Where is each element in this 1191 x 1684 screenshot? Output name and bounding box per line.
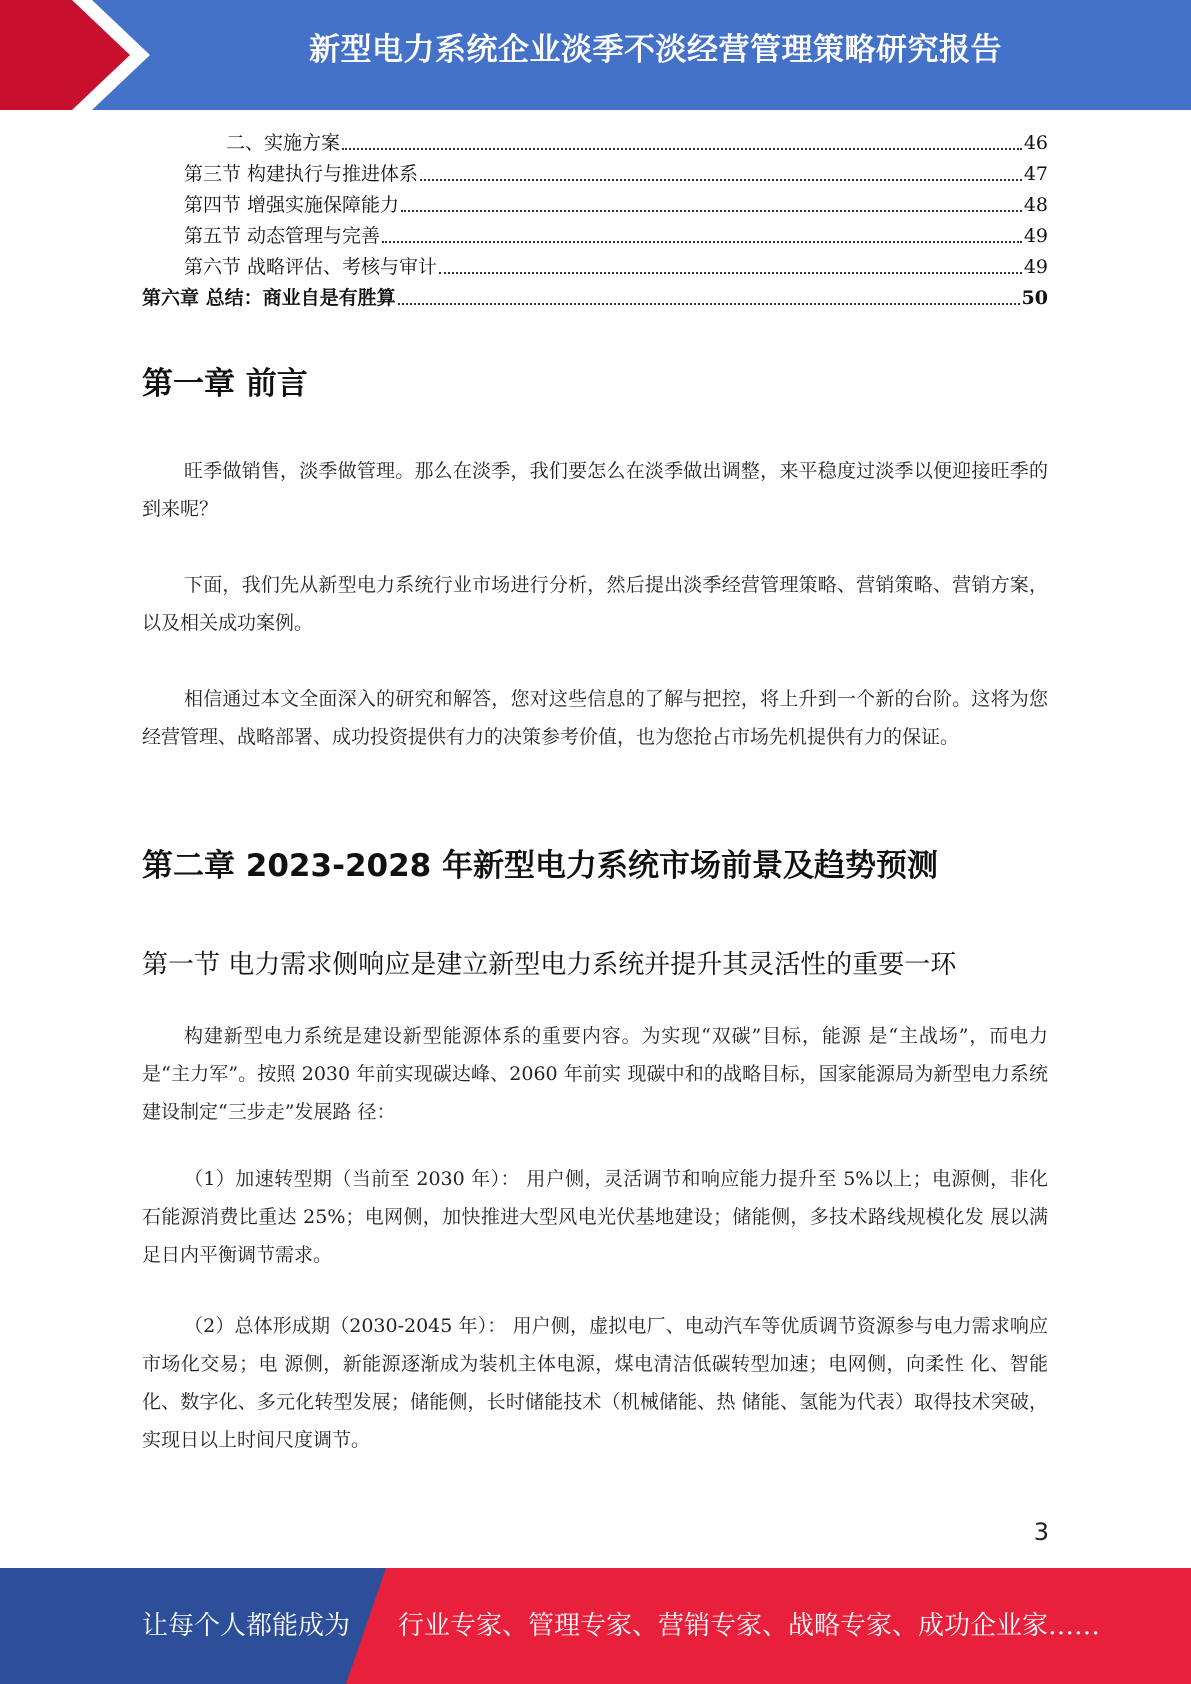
toc-entry-label: 二、实施方案: [226, 132, 341, 154]
section-heading: 第一节 电力需求侧响应是建立新型电力系统并提升其灵活性的重要一环: [142, 950, 957, 980]
body-paragraph: 下面，我们先从新型电力系统行业市场进行分析，然后提出淡季经营管理策略、营销策略、营销方案，以及相关成功案例。: [142, 574, 1048, 634]
body-paragraph: （1）加速转型期（当前至 2030 年）： 用户侧，灵活调节和响应能力提升至 5%以上；电源侧，非化石能源消费比重达 25%；电网侧，加快推进大型风电光伏基地建设；储能侧，多技术路线规模化发 展以满足日内平衡调节需求。: [142, 1168, 1048, 1266]
table-of-contents: [142, 128, 1048, 314]
toc-entry[interactable]: [142, 283, 1048, 314]
toc-entry-page: 48: [1023, 194, 1048, 216]
page-number: 3: [1033, 1518, 1049, 1546]
toc-entry-label: 第六节 战略评估、考核与审计: [184, 256, 438, 278]
toc-entry-label: 第三节 构建执行与推进体系: [184, 163, 419, 185]
toc-leader-dots: [342, 148, 1022, 150]
page-header: [0, 0, 1191, 110]
toc-leader-dots: [439, 272, 1022, 274]
toc-entry-page: 46: [1023, 132, 1048, 154]
chapter-heading: 第二章 2023-2028 年新型电力系统市场前景及趋势预测: [142, 848, 939, 884]
toc-entry-label: 第四节 增强实施保障能力: [184, 194, 400, 216]
toc-entry[interactable]: [142, 252, 1048, 283]
toc-entry-page: 50: [1021, 287, 1048, 309]
footer-slogan-left: 让每个人都能成为: [142, 1611, 351, 1641]
toc-entry-page: 47: [1023, 163, 1048, 185]
toc-entry[interactable]: [142, 159, 1048, 190]
toc-entry-label: 第五节 动态管理与完善: [184, 225, 381, 247]
body-paragraph: 相信通过本文全面深入的研究和解答，您对这些信息的了解与把控，将上升到一个新的台阶。这将为您经营管理、战略部署、成功投资提供有力的决策参考价值，也为您抢占市场先机提供有力的保证。: [142, 688, 1048, 748]
toc-leader-dots: [382, 241, 1022, 243]
page-footer: [0, 1568, 1191, 1684]
toc-entry-label: 第六章 总结：商业自是有胜算: [142, 287, 396, 309]
body-paragraph: 旺季做销售，淡季做管理。那么在淡季，我们要怎么在淡季做出调整，来平稳度过淡季以便迎接旺季的到来呢？: [142, 460, 1048, 520]
toc-entry[interactable]: [142, 128, 1048, 159]
chapter-heading: 第一章 前言: [142, 366, 308, 402]
body-paragraph: 构建新型电力系统是建设新型能源体系的重要内容。为实现“双碳”目标，能源 是“主战场”，而电力是“主力军”。按照 2030 年前实现碳达峰、2060 年前实 现碳中和的战略目标，国家能源局为新型电力系统建设制定“三步走”发展路 径：: [142, 1025, 1048, 1123]
toc-leader-dots: [420, 179, 1022, 181]
toc-entry-page: 49: [1023, 225, 1048, 247]
toc-leader-dots: [401, 210, 1022, 212]
toc-entry-page: 49: [1023, 256, 1048, 278]
body-paragraph: （2）总体形成期（2030-2045 年）： 用户侧，虚拟电厂、电动汽车等优质调节资源参与电力需求响应市场化交易；电 源侧，新能源逐渐成为装机主体电源，煤电清洁低碳转型加速；电网侧，向柔性 化、智能化、数字化、多元化转型发展；储能侧，长时储能技术（机械储能、热 储能、氢能为代表）取得技术突破，实现日以上时间尺度调节。: [142, 1315, 1048, 1451]
report-title: 新型电力系统企业淡季不淡经营管理策略研究报告: [309, 32, 1002, 68]
footer-slogan-right: 行业专家、管理专家、营销专家、战略专家、成功企业家……: [398, 1611, 1101, 1641]
toc-entry[interactable]: [142, 190, 1048, 221]
toc-entry[interactable]: [142, 221, 1048, 252]
toc-leader-dots: [398, 303, 1020, 305]
